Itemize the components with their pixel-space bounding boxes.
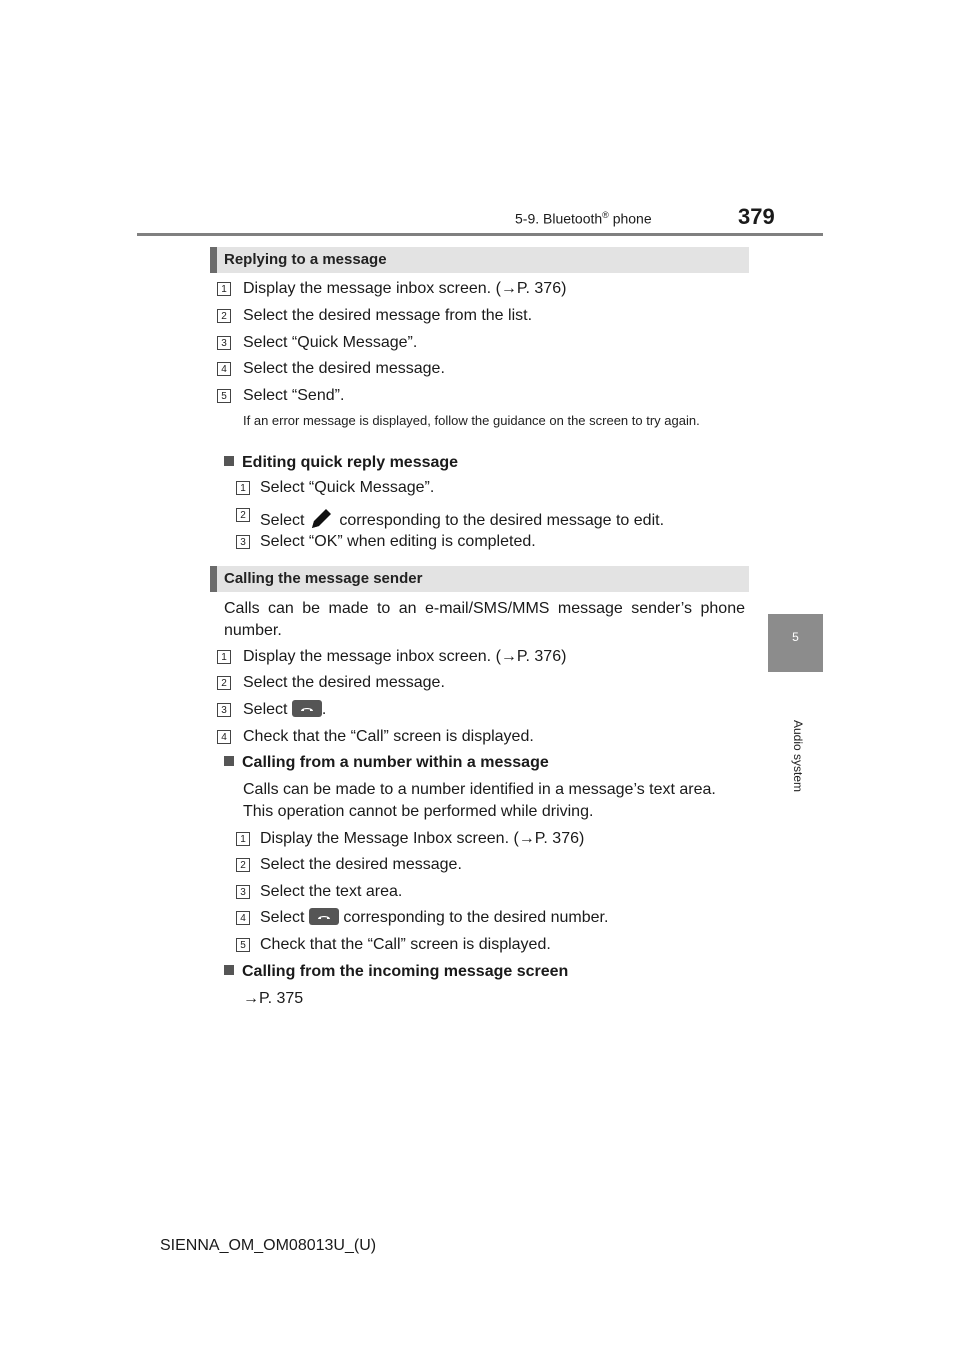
step-number: 1 xyxy=(236,832,250,846)
step-text: Select the text area. xyxy=(260,883,403,900)
step-text: Display the Message Inbox screen. (→P. 376) xyxy=(260,830,585,847)
step-number: 2 xyxy=(236,858,250,872)
subsection-intro: Calls can be made to a number identified in a message’s text area. This operation cannot be performed while driving. xyxy=(243,781,716,820)
square-bullet-icon xyxy=(224,965,234,975)
step-text: Select “Send”. xyxy=(243,387,345,404)
step-number: 1 xyxy=(236,481,250,495)
step-text: Select the desired message. xyxy=(260,856,462,873)
step-number: 1 xyxy=(217,282,231,296)
step-number: 3 xyxy=(236,885,250,899)
step-text: Display the message inbox screen. (→P. 376) xyxy=(243,280,567,297)
step-number: 4 xyxy=(217,730,231,744)
pencil-icon xyxy=(309,505,335,531)
section-title-replying: Replying to a message xyxy=(224,251,387,268)
subheading-incoming: Calling from the incoming message screen xyxy=(224,962,568,982)
step-text: Check that the “Call” screen is displayed. xyxy=(243,728,534,745)
step-text: Select corresponding to the desired message to edit. xyxy=(260,505,664,531)
step-text: Select the desired message. xyxy=(243,674,445,691)
document-id: SIENNA_OM_OM08013U_(U) xyxy=(160,1237,377,1254)
square-bullet-icon xyxy=(224,456,234,466)
step-text: Select corresponding to the desired number. xyxy=(260,909,609,926)
square-bullet-icon xyxy=(224,756,234,766)
section-title-calling: Calling the message sender xyxy=(224,570,423,587)
step-text: Select “OK” when editing is completed. xyxy=(260,533,536,550)
step-text: Check that the “Call” screen is displayed. xyxy=(260,936,551,953)
section-intro: Calls can be made to an e-mail/SMS/MMS message sender’s phone number. xyxy=(224,600,745,639)
subheading-calling-number: Calling from a number within a message xyxy=(224,753,549,773)
step-number: 3 xyxy=(236,535,250,549)
page-reference: →P. 375 xyxy=(243,990,304,1007)
phone-icon xyxy=(309,908,339,925)
chapter-label: Audio system xyxy=(791,720,805,793)
step-number: 4 xyxy=(236,911,250,925)
page-number: 379 xyxy=(738,204,775,229)
step-number: 1 xyxy=(217,650,231,664)
step-text: Select the desired message from the list. xyxy=(243,307,533,324)
chapter-number: 5 xyxy=(792,630,799,644)
step-text: Select the desired message. xyxy=(243,360,445,377)
header-divider xyxy=(137,233,823,236)
step-number: 5 xyxy=(236,938,250,952)
step-text: Select “Quick Message”. xyxy=(260,479,435,496)
step-number: 2 xyxy=(217,309,231,323)
step-number: 4 xyxy=(217,362,231,376)
phone-icon xyxy=(292,700,322,717)
step-number: 3 xyxy=(217,336,231,350)
step-number: 3 xyxy=(217,703,231,717)
step-text: Select . xyxy=(243,701,327,718)
step-number: 2 xyxy=(217,676,231,690)
step-number: 2 xyxy=(236,508,250,522)
subheading-editing: Editing quick reply message xyxy=(224,453,458,473)
step-text: Display the message inbox screen. (→P. 376) xyxy=(243,648,567,665)
step-text: Select “Quick Message”. xyxy=(243,334,418,351)
step-number: 5 xyxy=(217,389,231,403)
note-text: If an error message is displayed, follow the guidance on the screen to try again. xyxy=(243,413,700,428)
header-section-title: 5-9. Bluetooth® phone xyxy=(515,210,652,227)
